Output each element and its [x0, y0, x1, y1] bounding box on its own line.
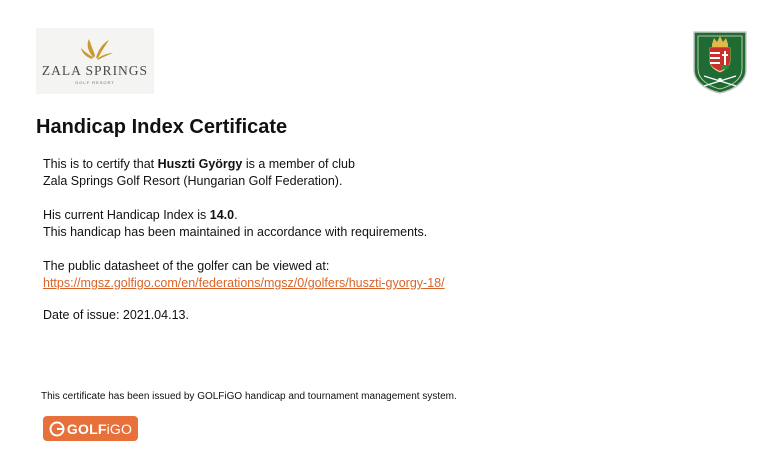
maintenance-line: This handicap has been maintained in accordance with requirements.	[43, 225, 428, 239]
club-logo-subtitle: GOLF RESORT	[75, 80, 115, 85]
membership-prefix: This is to certify that	[43, 157, 158, 171]
club-logo-name: ZALA SPRINGS	[41, 63, 149, 78]
golfigo-logo	[43, 416, 138, 441]
membership-suffix: is a member of club	[242, 157, 355, 171]
golfigo-logo-text	[67, 421, 132, 437]
club-logo	[36, 28, 154, 94]
handicap-prefix: His current Handicap Index is	[43, 208, 210, 222]
handicap-line-1	[43, 207, 427, 224]
handicap-index-value: 14.0	[209, 208, 235, 222]
membership-line-1	[43, 156, 355, 173]
golfigo-logo-light: iGO	[106, 420, 133, 437]
issue-date-prefix: Date of issue:	[43, 308, 123, 322]
footer-note: This certificate has been issued by GOLFiGO handicap and tournament management system.	[41, 391, 457, 402]
datasheet-paragraph	[43, 258, 445, 292]
hungarian-coat-of-arms-shield-icon	[692, 30, 748, 94]
golf-ball-icon	[49, 421, 65, 437]
datasheet-line: The public datasheet of the golfer can be viewed at:	[43, 259, 330, 273]
membership-paragraph	[43, 156, 355, 190]
issue-date-value: 2021.04.13	[122, 308, 186, 322]
golfer-datasheet-link[interactable]: https://mgsz.golfigo.com/en/federations/mgsz/0/golfers/huszti-gyorgy-18/	[43, 276, 445, 290]
issue-date-line	[43, 307, 189, 324]
golfigo-logo-bold: GOLF	[66, 420, 107, 437]
golfer-name: Huszti György	[157, 157, 243, 171]
certificate-title: Handicap Index Certificate	[36, 116, 288, 138]
issue-date-suffix: .	[185, 308, 189, 322]
club-name-line: Zala Springs Golf Resort (Hungarian Golf Federation).	[43, 174, 343, 188]
handicap-paragraph	[43, 207, 427, 241]
handicap-suffix: .	[234, 208, 238, 222]
